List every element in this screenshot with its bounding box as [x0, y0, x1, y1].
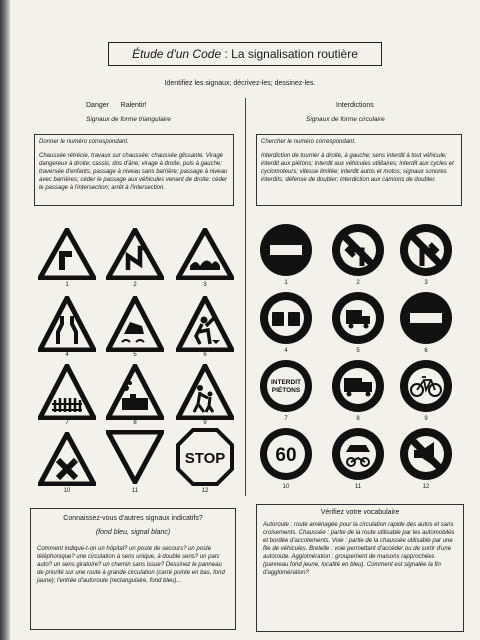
right-num-11: 11 [354, 484, 362, 490]
danger-sign-9-traversee-enfants [176, 364, 234, 420]
right-num-4: 4 [284, 348, 288, 354]
vocabulary-box [256, 504, 464, 632]
instruction-line: Identifiez les signaux; décrivez-les; dessinez-les. [164, 80, 316, 87]
prohibition-sign-10-vitesse-limitee [258, 426, 314, 482]
prohibition-sign-9-cycles-interdits [398, 358, 454, 414]
prohibition-sign-4-camions-doubler-interdit [258, 290, 314, 346]
danger-sign-3-dos-dane [176, 228, 234, 280]
page-title [108, 42, 382, 66]
right-num-6: 6 [424, 348, 428, 354]
page-binding-shadow [0, 0, 10, 640]
right-num-3: 3 [424, 280, 428, 286]
right-box-text: Interdiction de tourner à droite, à gauche; sens interdit à tout véhicule; interdit aux piétons; interdit aux véhicules utilitaires; interdit aux cycles et cyclomoteurs; vitesse limitée; interdit autos et motos; signaux sonores interdits; défense de doubler; interdiction aux camions de doubler. [261, 153, 454, 183]
left-subtitle: Signaux de forme triangulaire [86, 116, 171, 123]
left-num-1: 1 [65, 282, 69, 288]
left-instructions-box [34, 134, 234, 206]
prohibition-sign-11-autos-motos-interdits [330, 426, 386, 482]
right-num-2: 2 [356, 280, 360, 286]
left-num-9: 9 [203, 420, 207, 426]
sign7-line1: INTERDIT [271, 379, 301, 386]
danger-sign-1-virage-droite [38, 228, 96, 280]
prohibition-sign-3-tourner-droite-interdit [398, 222, 454, 278]
left-box-text: Chaussée rétrécie, travaux sur chaussée; chaussée glissante. Virage dangereux à droite; cassis; dos d'âne; virage à droite, puis à gauche; traversée d'enfants; passage à niveau sans barrière; passage à niveau avec barrières; céder le passage aux véhicules venant de droite; céder le passage à l'intersection; arrêt à l'intersection. [39, 153, 228, 191]
left-num-6: 6 [203, 352, 207, 358]
left-heading-ralentir: Ralentir! [120, 102, 147, 109]
vocabulary-text: Autoroute : route aménagée pour la circulation rapide des autos et sans croisements. Chaussée : partie de la route utilisable par les automobiles et bordée d'accotements. Voie : partie de la chaussée utilisable par une file de véhicules. Bretelle : voie permettant d'accéder ou de sortir d'une autoroute. Agglomération : groupement de maisons rapprochées (panneau fond jeune, localité en bleu). Comment est signalée la fin d'agglomération? [263, 522, 455, 576]
right-num-5: 5 [356, 348, 360, 354]
other-signs-text: Comment indique-t-on un hôpital? un poste de secours? un poste téléphonique? une circulation à sens unique, à double sens? un parc auto? un sens giratoire? un chemin sans issue? Dessinez le panneau de priorité sur une route à grande circulation (carré pointe en bas, fond jaune); l'entrée d'autoroute (rectangulaire, fond bleu)... [37, 546, 225, 584]
danger-sign-12-stop [176, 428, 234, 486]
prohibition-sign-7-interdit-pietons [258, 358, 314, 414]
right-instructions-box [256, 134, 462, 206]
left-box-lead: Donner le numéro correspondant. [39, 139, 129, 145]
right-subtitle: Signaux de forme circulaire [306, 116, 385, 123]
danger-sign-6-travaux [176, 296, 234, 352]
left-num-12: 12 [201, 488, 209, 494]
danger-sign-11-ceder-passage [106, 430, 164, 484]
left-heading [86, 102, 147, 109]
danger-sign-2-virage-double [106, 228, 164, 280]
right-num-9: 9 [424, 416, 428, 422]
right-num-10: 10 [282, 484, 290, 490]
danger-sign-10-intersection-priorite-droite [38, 432, 96, 486]
other-signs-box [30, 508, 236, 630]
right-num-12: 12 [422, 484, 430, 490]
title-italic: Étude d'un Code [132, 47, 222, 61]
other-signs-heading: Connaissez-vous d'autres signaux indicatifs? [63, 515, 203, 522]
right-num-8: 8 [356, 416, 360, 422]
left-heading-danger: Danger [86, 102, 109, 109]
left-num-3: 3 [203, 282, 207, 288]
prohibition-sign-12-signaux-sonores-interdits [398, 426, 454, 482]
left-num-7: 7 [65, 420, 69, 426]
vocabulary-heading: Vérifiez votre vocabulaire [320, 509, 400, 516]
danger-sign-8-passage-niveau-sans-barriere [106, 364, 164, 420]
left-num-2: 2 [133, 282, 137, 288]
right-box-lead: Chercher le numéro correspondant. [261, 139, 356, 145]
left-num-11: 11 [131, 488, 139, 494]
sign7-line2: PIÉTONS [271, 387, 301, 394]
stop-label: STOP [184, 450, 226, 467]
left-num-10: 10 [63, 488, 71, 494]
column-divider [245, 98, 246, 496]
speed-limit-label: 60 [275, 445, 297, 466]
prohibition-sign-5-vehicules-utilitaires-interdit [330, 290, 386, 346]
title-rest: La signalisation routière [231, 47, 358, 61]
prohibition-sign-6-interdiction [398, 290, 454, 346]
prohibition-sign-2-tourner-gauche-interdit [330, 222, 386, 278]
danger-sign-7-passage-niveau-barrieres [38, 364, 96, 420]
title-separator: : [221, 47, 232, 61]
prohibition-sign-8-camions-interdits [330, 358, 386, 414]
left-num-5: 5 [133, 352, 137, 358]
right-num-1: 1 [284, 280, 288, 286]
right-heading: Interdictions [336, 102, 374, 109]
right-num-7: 7 [284, 416, 288, 422]
left-num-4: 4 [65, 352, 69, 358]
danger-sign-4-chaussee-retrecie [38, 296, 96, 352]
other-signs-subheading: (fond bleu, signal blanc) [95, 529, 171, 536]
left-num-8: 8 [133, 420, 137, 426]
danger-sign-5-chaussee-glissante [106, 296, 164, 352]
prohibition-sign-1-sens-interdit [258, 222, 314, 278]
